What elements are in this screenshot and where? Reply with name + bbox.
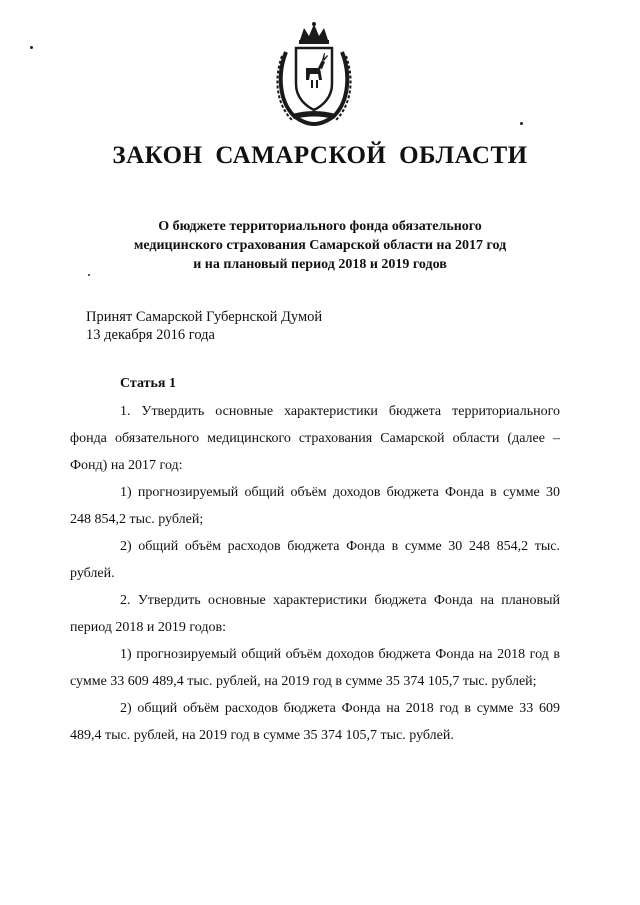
article-paragraph: 1) прогнозируемый общий объём доходов бюджета Фонда на 2018 год в сумме 33 609 489,4 тыс. рублей, на 2019 год в сумме 35 374 105,7 тыс. рублей;	[70, 647, 560, 689]
scan-speck	[88, 274, 90, 276]
article-paragraph: 1. Утвердить основные характеристики бюджета территориального фонда обязательного медицинского страхования Самарской области (далее – Фонд) на 2017 год:	[70, 404, 560, 473]
law-title: ЗАКОН САМАРСКОЙ ОБЛАСТИ	[112, 142, 528, 169]
article-heading: Статья 1	[120, 376, 176, 391]
law-subject-line: и на плановый период 2018 и 2019 годов	[193, 257, 447, 272]
adoption-date: 13 декабря 2016 года	[86, 327, 215, 343]
article-paragraph: 2) общий объём расходов бюджета Фонда на 2018 год в сумме 33 609 489,4 тыс. рублей, на 2019 год в сумме 35 374 105,7 тыс. рублей.	[70, 701, 560, 743]
article-paragraph: 2. Утвердить основные характеристики бюджета Фонда на плановый период 2018 и 2019 годов:	[70, 593, 560, 635]
scan-speck	[30, 46, 33, 49]
coat-of-arms-icon	[272, 22, 356, 126]
adoption-info	[86, 308, 322, 344]
article-body	[70, 398, 560, 749]
adopted-by: Принят Самарской Губернской Думой	[86, 309, 323, 325]
scan-speck	[520, 122, 523, 125]
law-subject-line: О бюджете территориального фонда обязательного	[158, 219, 482, 234]
law-subject	[60, 217, 580, 274]
article-paragraph: 1) прогнозируемый общий объём доходов бюджета Фонда в сумме 30 248 854,2 тыс. рублей;	[70, 485, 560, 527]
article-paragraph: 2) общий объём расходов бюджета Фонда в сумме 30 248 854,2 тыс. рублей.	[70, 539, 560, 581]
law-subject-line: медицинского страхования Самарской области на 2017 год	[133, 238, 507, 253]
